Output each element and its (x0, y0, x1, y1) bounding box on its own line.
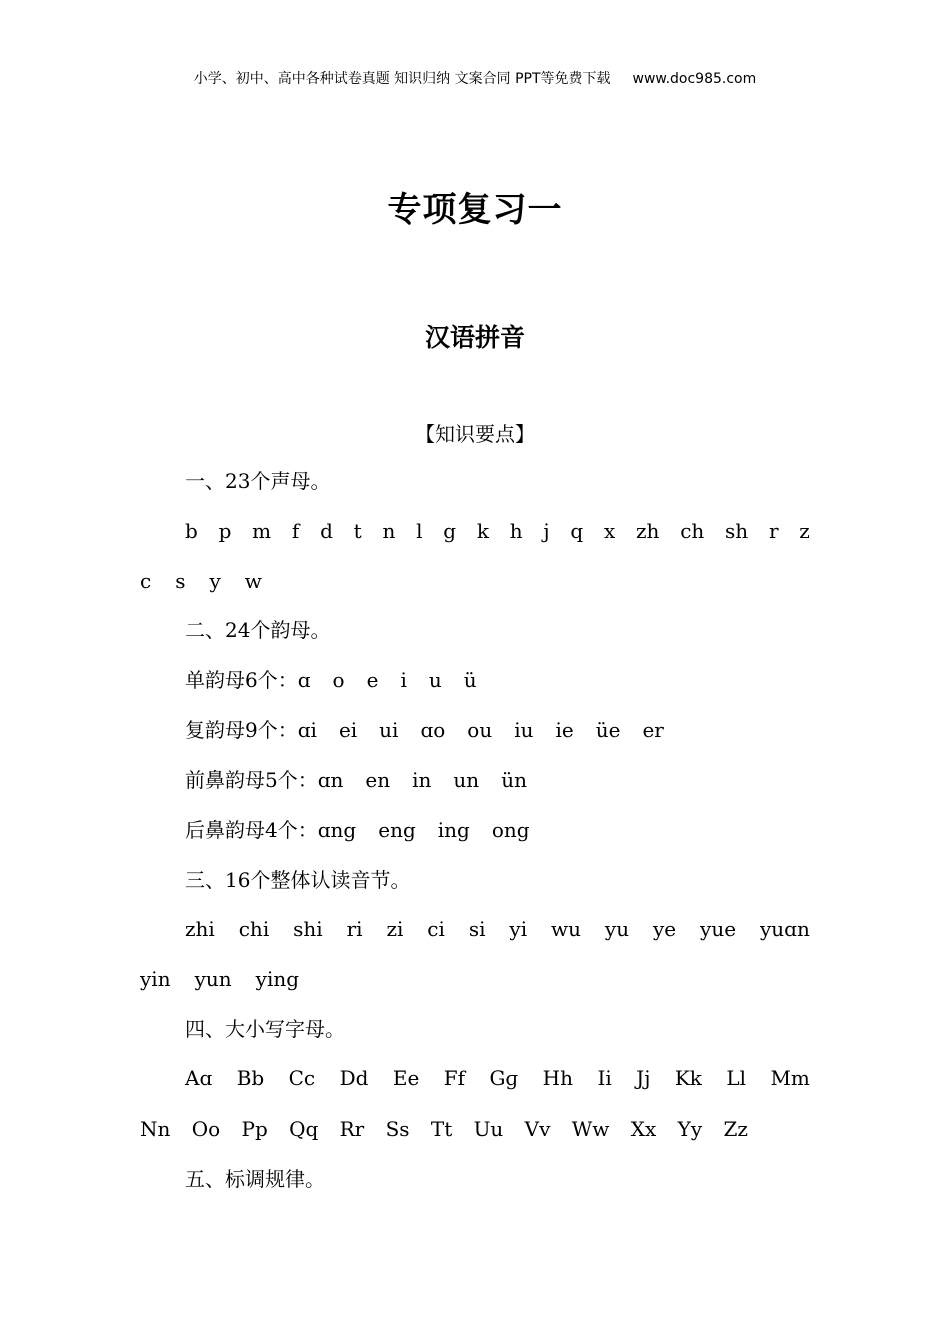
pinyin-token: ying (255, 967, 300, 991)
pinyin-token: q (570, 519, 584, 543)
compound-finals-label: 复韵母9个： (185, 718, 298, 742)
section-4-heading: 四、大小写字母。 (185, 1017, 345, 1041)
pinyin-token: c (140, 569, 152, 593)
pinyin-token: Dd (339, 1066, 369, 1090)
initials-row-2 (140, 567, 810, 595)
pinyin-token: j (543, 519, 550, 543)
pinyin-token: ün (501, 768, 527, 792)
section-3-heading: 三、16个整体认读音节。 (185, 868, 411, 892)
pinyin-token: yun (194, 967, 232, 991)
pinyin-token: ui (379, 718, 399, 742)
pinyin-token: o (332, 668, 345, 692)
pinyin-token: Uu (473, 1117, 504, 1141)
whole-syllables-row-2 (140, 965, 810, 993)
pinyin-token: Xx (630, 1117, 657, 1141)
back-nasal-finals-list (318, 818, 530, 842)
section-1-heading: 一、23个声母。 (185, 469, 331, 493)
single-finals-list (298, 668, 477, 692)
pinyin-token: un (453, 768, 480, 792)
front-nasal-finals-label: 前鼻韵母5个： (185, 768, 318, 792)
pinyin-token: ing (437, 818, 470, 842)
pinyin-token: üe (595, 718, 621, 742)
pinyin-token: s (175, 569, 186, 593)
pinyin-token: Mm (770, 1066, 810, 1090)
initials-row-1 (185, 517, 810, 545)
pinyin-token: ye (653, 917, 677, 941)
whole-syllables-row-1 (185, 915, 810, 943)
compound-finals-line (185, 716, 664, 744)
pinyin-token: Pp (241, 1117, 268, 1141)
pinyin-token: ie (555, 718, 574, 742)
pinyin-token: w (244, 569, 262, 593)
pinyin-token: i (400, 668, 407, 692)
pinyin-token: chi (238, 917, 270, 941)
pinyin-token: x (603, 519, 616, 543)
pinyin-token: n (382, 519, 396, 543)
pinyin-token: eng (378, 818, 416, 842)
pinyin-token: Nn (140, 1117, 171, 1141)
pinyin-token: Tt (430, 1117, 453, 1141)
pinyin-token: t (353, 519, 362, 543)
pinyin-token: ɑi (297, 718, 317, 742)
header-text: 小学、初中、高中各种试卷真题 知识归纳 文案合同 PPT等免费下载 (193, 71, 611, 87)
letters-row-2 (140, 1115, 748, 1143)
pinyin-token: ong (491, 818, 530, 842)
pinyin-token: ɑng (317, 818, 357, 842)
pinyin-token: Ll (726, 1066, 747, 1090)
pinyin-token: si (468, 917, 486, 941)
pinyin-token: Ss (385, 1117, 410, 1141)
pinyin-token: ɑo (420, 718, 446, 742)
pinyin-token: ou (467, 718, 493, 742)
pinyin-token: g (443, 519, 457, 543)
section-2-heading: 二、24个韵母。 (185, 618, 331, 642)
header-url[interactable]: www.doc985.com (632, 71, 757, 87)
pinyin-token: yu (604, 917, 630, 941)
pinyin-token: Aɑ (185, 1066, 213, 1090)
pinyin-token: yuɑn (759, 917, 810, 941)
pinyin-token: l (416, 519, 423, 543)
pinyin-token: Cc (288, 1066, 316, 1090)
pinyin-token: h (509, 519, 523, 543)
pinyin-token: wu (551, 917, 581, 941)
knowledge-points-label: 【知识要点】 (415, 422, 535, 446)
page-header (0, 68, 950, 88)
pinyin-token: shi (293, 917, 323, 941)
pinyin-token: r (768, 519, 779, 543)
pinyin-token: Jj (636, 1066, 651, 1090)
pinyin-token: Ww (571, 1117, 610, 1141)
pinyin-token: yue (700, 917, 737, 941)
pinyin-token: z (799, 519, 810, 543)
pinyin-token: y (209, 569, 221, 593)
pinyin-token: yi (509, 917, 528, 941)
pinyin-token: m (252, 519, 272, 543)
pinyin-token: u (428, 668, 442, 692)
pinyin-token: ɑn (317, 768, 344, 792)
pinyin-token: Ii (597, 1066, 612, 1090)
single-finals-label: 单韵母6个： (185, 668, 298, 692)
pinyin-token: Oo (191, 1117, 221, 1141)
pinyin-token: Ff (443, 1066, 466, 1090)
section-5-heading: 五、标调规律。 (185, 1167, 325, 1191)
pinyin-token: ch (680, 519, 705, 543)
pinyin-token: en (365, 768, 391, 792)
section-title: 汉语拼音 (424, 323, 525, 352)
pinyin-token: iu (514, 718, 534, 742)
pinyin-token: ci (427, 917, 445, 941)
pinyin-token: e (366, 668, 379, 692)
front-nasal-finals-list (318, 768, 527, 792)
pinyin-token: p (218, 519, 232, 543)
pinyin-token: Rr (339, 1117, 365, 1141)
pinyin-token: Yy (677, 1117, 703, 1141)
pinyin-token: in (412, 768, 432, 792)
single-finals-line (185, 666, 477, 694)
pinyin-token: b (185, 519, 198, 543)
back-nasal-finals-label: 后鼻韵母4个： (185, 818, 318, 842)
pinyin-token: zh (636, 519, 660, 543)
pinyin-token: ɑ (297, 668, 311, 692)
pinyin-token: ri (346, 917, 363, 941)
pinyin-token: zi (386, 917, 404, 941)
pinyin-token: Kk (674, 1066, 702, 1090)
pinyin-token: d (320, 519, 333, 543)
pinyin-token: Gɡ (489, 1066, 519, 1090)
pinyin-token: Zz (723, 1117, 748, 1141)
letters-row-1 (185, 1064, 810, 1092)
pinyin-token: Vv (524, 1117, 551, 1141)
front-nasal-finals-line (185, 766, 527, 794)
pinyin-token: Qq (289, 1117, 319, 1141)
pinyin-token: er (642, 718, 664, 742)
pinyin-token: k (476, 519, 489, 543)
pinyin-token: Ee (392, 1066, 420, 1090)
pinyin-token: Bb (236, 1066, 265, 1090)
pinyin-token: sh (725, 519, 749, 543)
back-nasal-finals-line (185, 816, 530, 844)
document-title: 专项复习一 (387, 190, 563, 230)
compound-finals-list (298, 718, 664, 742)
pinyin-token: ei (338, 718, 358, 742)
pinyin-token: ü (463, 668, 477, 692)
pinyin-token: yin (140, 967, 171, 991)
pinyin-token: Hh (542, 1066, 573, 1090)
pinyin-token: f (291, 519, 300, 543)
pinyin-token: zhi (185, 917, 215, 941)
